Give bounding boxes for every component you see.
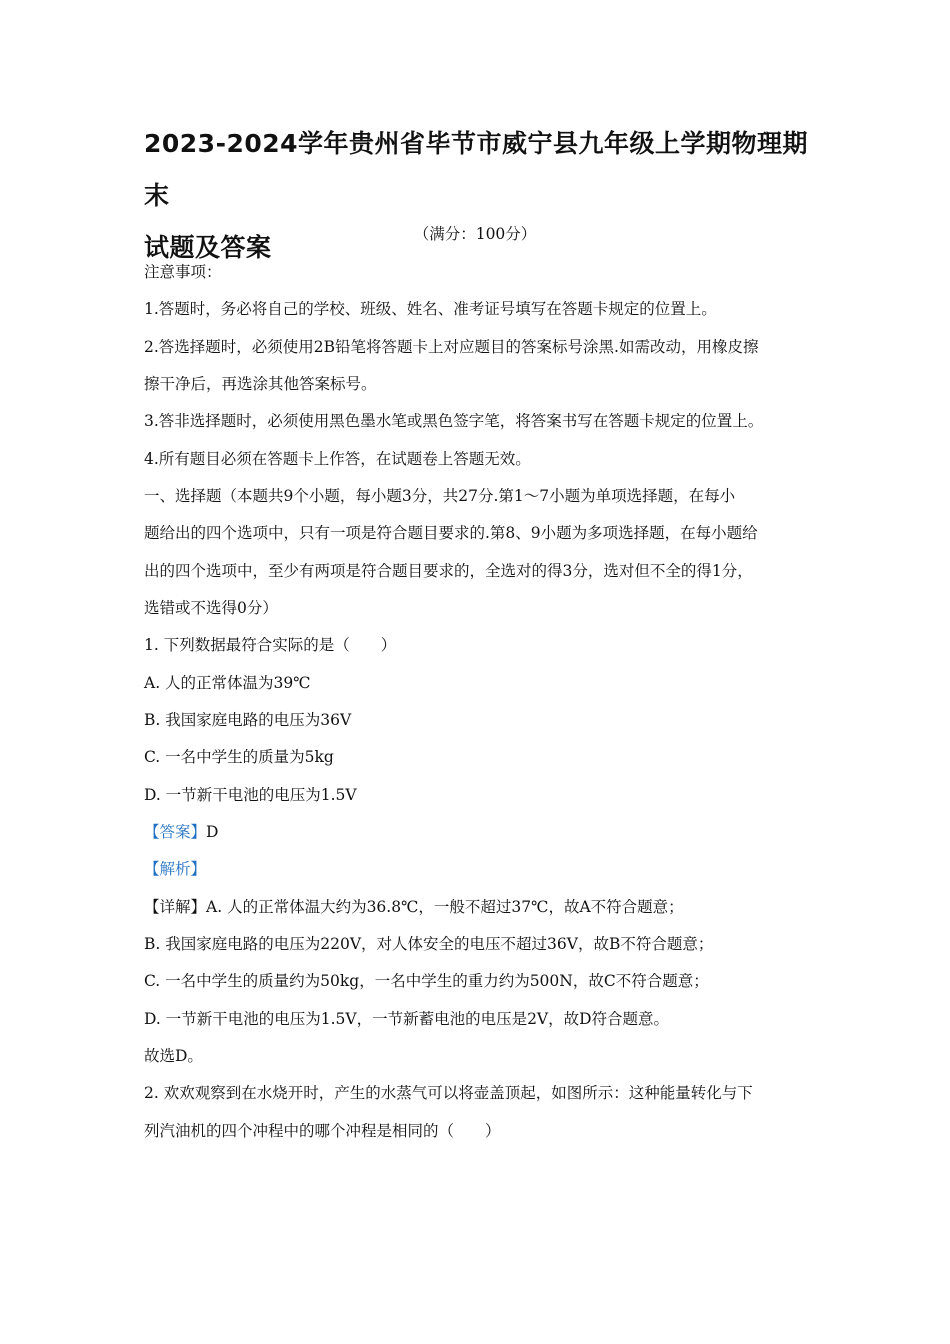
document-title [144, 118, 814, 274]
section-instruction: 一、选择题（本题共9个小题，每小题3分，共27分.第1～7小题为单项选择题，在每小 [144, 487, 736, 505]
notice-item: 擦干净后，再选涂其他答案标号。 [144, 375, 377, 393]
question-1-answer [144, 821, 218, 843]
question-1-option-c: C. 一名中学生的质量为5kg [144, 748, 334, 766]
notice-heading: 注意事项： [144, 263, 222, 281]
section-instruction: 出的四个选项中，至少有两项是符合题目要求的，全选对的得3分，选对但不全的得1分， [144, 562, 753, 580]
question-2-stem: 列汽油机的四个冲程中的哪个冲程是相同的（ ） [144, 1122, 501, 1140]
section-instruction: 题给出的四个选项中，只有一项是符合题目要求的.第8、9小题为多项选择题，在每小题给 [144, 524, 758, 542]
analysis-tag: 【解析】 [144, 860, 207, 878]
section-instruction: 选错或不选得0分） [144, 599, 278, 617]
notice-item: 2.答选择题时，必须使用2B铅笔将答题卡上对应题目的答案标号涂黑.如需改动，用橡皮擦 [144, 338, 759, 356]
notice-item: 1.答题时，务必将自己的学校、班级、姓名、准考证号填写在答题卡规定的位置上。 [144, 300, 717, 318]
answer-tag: 【答案】 [144, 823, 207, 841]
detail-line: A. 人的正常体温大约为36.8℃，一般不超过37℃，故A不符合题意； [206, 898, 684, 916]
detail-line: D. 一节新干电池的电压为1.5V，一节新蓄电池的电压是2V，故D符合题意。 [144, 1010, 670, 1028]
question-2-stem: 2. 欢欢观察到在水烧开时，产生的水蒸气可以将壶盖顶起，如图所示：这种能量转化与下 [144, 1084, 753, 1102]
answer-value: D [206, 823, 219, 841]
full-score: （满分：100分） [413, 225, 537, 243]
detail-conclusion: 故选D。 [144, 1047, 203, 1065]
title-line-2: 试题及答案 [144, 233, 272, 262]
title-line-1: 2023-2024学年贵州省毕节市威宁县九年级上学期物理期末 [144, 129, 809, 210]
question-1-detail [144, 896, 684, 918]
notice-item: 4.所有题目必须在答题卡上作答，在试题卷上答题无效。 [144, 450, 531, 468]
question-1-stem: 1. 下列数据最符合实际的是（ ） [144, 636, 397, 654]
question-1-option-b: B. 我国家庭电路的电压为36V [144, 711, 352, 729]
detail-line: C. 一名中学生的质量约为50kg，一名中学生的重力约为500N，故C不符合题意； [144, 972, 709, 990]
question-1-option-a: A. 人的正常体温为39℃ [144, 674, 311, 692]
detail-tag: 【详解】 [144, 898, 207, 916]
detail-line: B. 我国家庭电路的电压为220V，对人体安全的电压不超过36V，故B不符合题意； [144, 935, 714, 953]
question-1-option-d: D. 一节新干电池的电压为1.5V [144, 786, 357, 804]
notice-item: 3.答非选择题时，必须使用黑色墨水笔或黑色签字笔，将答案书写在答题卡规定的位置上。 [144, 412, 764, 430]
